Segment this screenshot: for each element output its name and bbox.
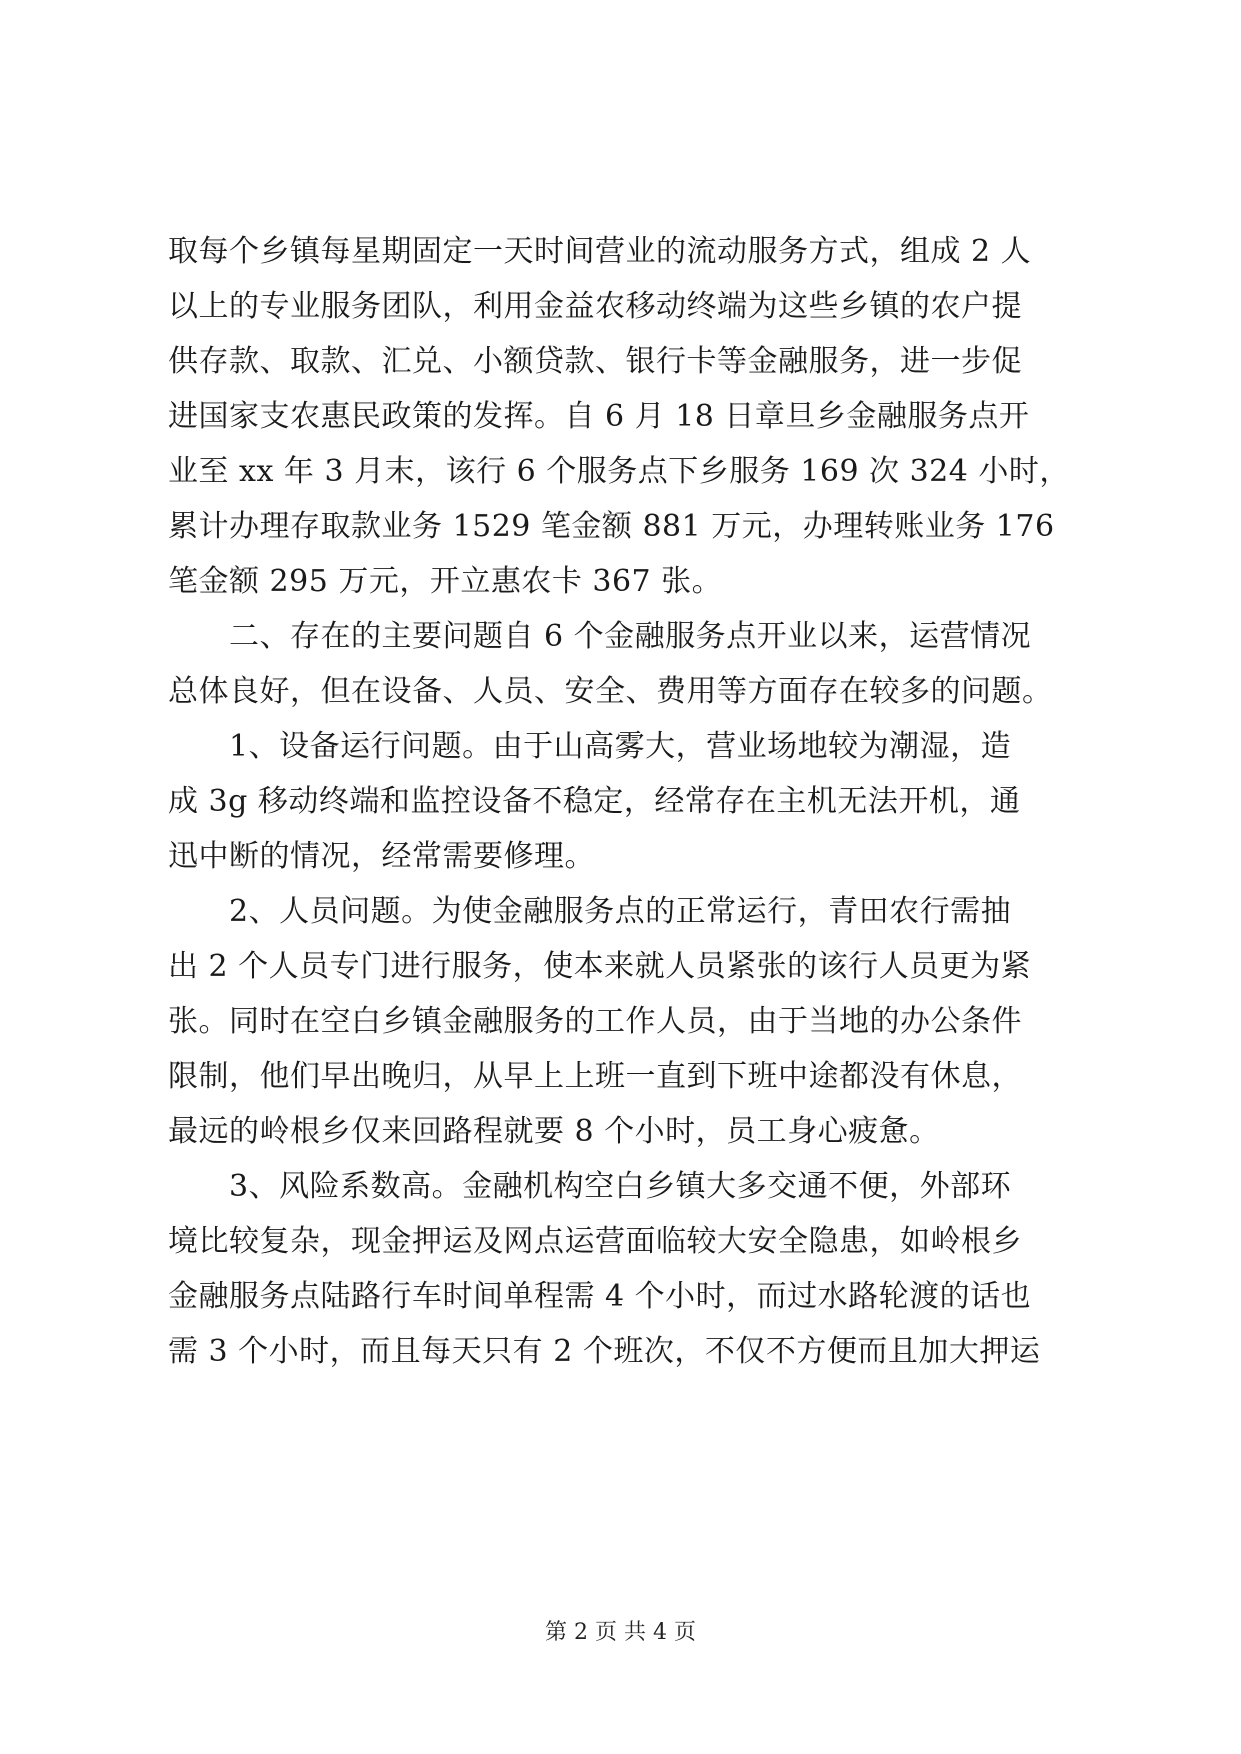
text-line: 以上的专业服务团队，利用金益农移动终端为这些乡镇的农户提 <box>168 289 1022 324</box>
page-footer: 第 2 页 共 4 页 <box>545 1620 696 1645</box>
text-line: 迅中断的情况，经常需要修理。 <box>168 839 595 874</box>
text-line: 总体良好，但在设备、人员、安全、费用等方面存在较多的问题。 <box>168 674 1053 709</box>
text-line: 张。同时在空白乡镇金融服务的工作人员，由于当地的办公条件 <box>168 1004 1022 1039</box>
text-line: 3、风险系数高。金融机构空白乡镇大多交通不便，外部环 <box>168 1169 1012 1204</box>
text-line: 2、人员问题。为使金融服务点的正常运行，青田农行需抽 <box>168 894 1012 929</box>
text-line: 需 3 个小时，而且每天只有 2 个班次，不仅不方便而且加大押运 <box>168 1334 1041 1369</box>
text-line: 进国家支农惠民政策的发挥。自 6 月 18 日章旦乡金融服务点开 <box>168 399 1030 434</box>
text-line: 业至 xx 年 3 月末，该行 6 个服务点下乡服务 169 次 324 小时， <box>168 454 1070 489</box>
text-line: 累计办理存取款业务 1529 笔金额 881 万元，办理转账业务 176 <box>168 509 1055 544</box>
text-line: 限制，他们早出晚归，从早上上班一直到下班中途都没有休息， <box>168 1059 1022 1094</box>
text-line: 笔金额 295 万元，开立惠农卡 367 张。 <box>168 564 723 599</box>
text-line: 最远的岭根乡仅来回路程就要 8 个小时，员工身心疲惫。 <box>168 1114 940 1149</box>
text-line: 境比较复杂，现金押运及网点运营面临较大安全隐患，如岭根乡 <box>168 1224 1022 1259</box>
text-line: 供存款、取款、汇兑、小额贷款、银行卡等金融服务，进一步促 <box>168 344 1022 379</box>
text-line: 成 3g 移动终端和监控设备不稳定，经常存在主机无法开机，通 <box>168 784 1021 819</box>
text-line: 二、存在的主要问题自 6 个金融服务点开业以来，运营情况 <box>168 619 1032 654</box>
text-line: 1、设备运行问题。由于山高雾大，营业场地较为潮湿，造 <box>168 729 1012 764</box>
text-line: 出 2 个人员专门进行服务，使本来就人员紧张的该行人员更为紧 <box>168 949 1032 984</box>
text-line: 取每个乡镇每星期固定一天时间营业的流动服务方式，组成 2 人 <box>168 234 1032 269</box>
text-line: 金融服务点陆路行车时间单程需 4 个小时，而过水路轮渡的话也 <box>168 1279 1032 1314</box>
